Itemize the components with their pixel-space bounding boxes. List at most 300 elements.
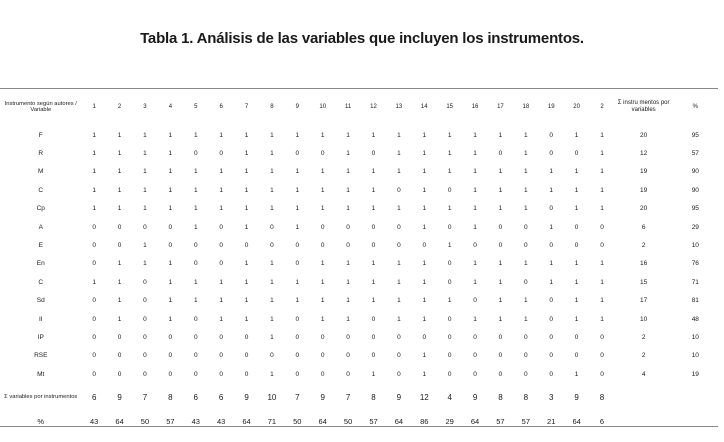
corner-header: Instrumento según autores / Variable	[4, 100, 77, 113]
table-cell: 0	[447, 333, 452, 341]
table-cell: 1	[295, 186, 300, 194]
table-cell: 0	[320, 352, 325, 360]
table-cell: 1	[371, 186, 376, 194]
table-cell: 1	[168, 278, 173, 286]
table-cell: 1	[219, 168, 223, 176]
pct-cell: 43	[216, 416, 226, 426]
row-pct: 10	[691, 242, 699, 250]
table-row	[0, 273, 718, 291]
table-cell: 0	[92, 315, 96, 323]
column-header: 10	[319, 103, 327, 110]
table-cell: 1	[498, 168, 503, 176]
table-cell: 1	[143, 260, 147, 268]
sum-cell: 8	[523, 392, 529, 402]
table-cell: 1	[244, 260, 249, 268]
row-pct: 19	[691, 370, 699, 378]
table-cell: 0	[244, 242, 249, 250]
row-pct: 95	[691, 131, 699, 139]
table-cell: 0	[549, 205, 554, 213]
table-cell: 1	[168, 186, 173, 194]
table-cell: 0	[473, 370, 477, 378]
table-cell: 1	[447, 150, 452, 158]
table-cell: 0	[295, 352, 300, 360]
table-cell: 0	[473, 352, 477, 360]
column-header: 16	[471, 103, 479, 110]
table-cell: 1	[117, 186, 122, 194]
table-cell: 0	[600, 242, 604, 250]
column-header: 14	[420, 103, 428, 110]
table-cell: 0	[447, 352, 452, 360]
column-header: 5	[194, 103, 198, 110]
pct-cell: 64	[115, 416, 124, 426]
table-cell: 1	[371, 370, 376, 378]
table-cell: 0	[219, 333, 223, 341]
table-cell: 0	[320, 242, 325, 250]
table-cell: 1	[320, 260, 325, 268]
column-header: 2	[600, 103, 604, 110]
column-header: 4	[168, 103, 173, 110]
table-cell: 1	[92, 186, 96, 194]
pct-column-header: %	[692, 103, 698, 110]
row-label: II	[38, 315, 43, 323]
column-header: 19	[547, 103, 555, 110]
sum-cell: 9	[396, 392, 402, 402]
row-label: Mt	[37, 370, 45, 378]
row-pct: 81	[691, 297, 699, 305]
table-cell: 1	[270, 186, 274, 194]
table-cell: 1	[574, 186, 579, 194]
table-cell: 0	[193, 260, 198, 268]
table-cell: 0	[92, 297, 96, 305]
table-cell: 1	[422, 297, 427, 305]
table-cell: 0	[371, 315, 376, 323]
table-cell: 1	[244, 205, 249, 213]
table-cell: 0	[295, 370, 300, 378]
column-header: 7	[244, 103, 249, 110]
table-cell: 0	[320, 333, 325, 341]
table-cell: 1	[168, 315, 173, 323]
table-row	[0, 144, 718, 162]
table-cell: 0	[498, 223, 503, 231]
table-cell: 1	[143, 186, 147, 194]
table-cell: 1	[397, 260, 401, 268]
table-cell: 0	[524, 242, 528, 250]
table-cell: 0	[219, 352, 223, 360]
table-cell: 1	[270, 205, 274, 213]
table-cell: 1	[447, 131, 452, 139]
pct-cell: 64	[572, 416, 581, 426]
sum-cell: 9	[320, 392, 325, 402]
table-cell: 1	[193, 131, 198, 139]
table-cell: 0	[168, 370, 173, 378]
table-cell: 1	[270, 333, 274, 341]
table-cell: 0	[397, 242, 401, 250]
table-cell: 0	[219, 370, 223, 378]
table-cell: 1	[447, 242, 452, 250]
table-cell: 1	[498, 186, 503, 194]
sum-cell: 6	[193, 392, 198, 402]
table-row	[0, 292, 718, 310]
table-cell: 0	[549, 333, 554, 341]
table-cell: 0	[117, 223, 122, 231]
table-cell: 1	[295, 205, 300, 213]
table-cell: 1	[244, 297, 249, 305]
pct-cell: 57	[166, 416, 175, 426]
table-cell: 1	[574, 370, 579, 378]
sum-cell: 8	[168, 392, 173, 402]
table-cell: 1	[168, 131, 173, 139]
pct-cell: 50	[140, 416, 150, 426]
sum-cell: 7	[142, 392, 148, 402]
table-cell: 0	[143, 223, 147, 231]
table-cell: 0	[320, 223, 325, 231]
table-cell: 0	[422, 333, 427, 341]
table-cell: 1	[574, 315, 579, 323]
table-cell: 1	[168, 260, 173, 268]
sum-column-header: Σ instru mentos por variables	[617, 100, 670, 113]
row-label: Cp	[36, 205, 45, 213]
column-header: 8	[270, 103, 274, 110]
table-cell: 1	[473, 205, 477, 213]
table-cell: 1	[600, 260, 604, 268]
table-cell: 0	[143, 333, 147, 341]
table-row	[0, 255, 718, 273]
table-cell: 1	[219, 315, 223, 323]
table-cell: 1	[524, 168, 528, 176]
table-cell: 1	[371, 205, 376, 213]
table-cell: 0	[117, 370, 122, 378]
table-cell: 1	[422, 223, 427, 231]
row-sum: 6	[641, 223, 646, 231]
column-header: 11	[344, 103, 352, 110]
table-cell: 1	[193, 186, 198, 194]
table-cell: 1	[574, 131, 579, 139]
table-cell: 0	[574, 150, 579, 158]
table-cell: 1	[168, 205, 173, 213]
table-cell: 1	[600, 297, 604, 305]
table-row	[0, 200, 718, 218]
table-cell: 1	[295, 223, 300, 231]
table-cell: 0	[600, 223, 604, 231]
table-cell: 0	[473, 333, 477, 341]
table-cell: 1	[574, 297, 579, 305]
table-cell: 1	[92, 205, 96, 213]
table-cell: 1	[473, 223, 477, 231]
table-cell: 1	[346, 186, 350, 194]
table-cell: 1	[143, 168, 147, 176]
sum-cell: 9	[117, 392, 122, 402]
table-cell: 0	[168, 352, 173, 360]
table-cell: 1	[574, 278, 579, 286]
table-cell: 0	[447, 223, 452, 231]
pct-cell: 21	[547, 416, 556, 426]
table-cell: 1	[397, 278, 401, 286]
table-cell: 0	[447, 370, 452, 378]
table-cell: 1	[117, 278, 122, 286]
table-cell: 0	[371, 333, 376, 341]
row-label: RSE	[34, 352, 48, 360]
row-label: F	[38, 131, 43, 139]
table-cell: 1	[447, 297, 452, 305]
table-cell: 1	[397, 150, 401, 158]
table-container	[0, 88, 718, 431]
table-cell: 0	[346, 242, 350, 250]
table-cell: 1	[219, 297, 223, 305]
pct-cell: 64	[394, 416, 404, 426]
pct-cell: 64	[470, 416, 480, 426]
table-cell: 0	[473, 242, 477, 250]
table-cell: 1	[397, 131, 401, 139]
table-cell: 1	[371, 168, 376, 176]
table-cell: 0	[498, 333, 503, 341]
pct-row-empty	[673, 411, 718, 431]
table-cell: 0	[447, 278, 452, 286]
row-label: M	[38, 168, 44, 176]
table-cell: 0	[320, 150, 325, 158]
table-cell: 0	[574, 352, 579, 360]
table-cell: 1	[346, 260, 350, 268]
column-header: 12	[370, 103, 377, 110]
pct-row	[0, 411, 718, 431]
table-cell: 1	[193, 205, 198, 213]
table-cell: 1	[295, 297, 300, 305]
table-cell: 1	[397, 315, 401, 323]
table-bottom-rule	[0, 426, 718, 427]
sum-row-empty	[673, 383, 718, 411]
table-cell: 0	[143, 315, 147, 323]
table-row	[0, 347, 718, 365]
row-sum: 2	[641, 242, 646, 250]
table-row	[0, 328, 718, 346]
table-cell: 1	[397, 205, 401, 213]
table-cell: 0	[524, 352, 528, 360]
table-cell: 1	[600, 315, 604, 323]
table-cell: 1	[524, 260, 528, 268]
table-cell: 0	[92, 223, 96, 231]
sum-cell: 6	[91, 392, 97, 402]
row-sum: 12	[640, 150, 648, 158]
column-header: 6	[219, 103, 223, 110]
table-cell: 0	[397, 186, 401, 194]
row-pct: 71	[691, 278, 699, 286]
table-cell: 1	[473, 260, 477, 268]
sum-cell: 3	[549, 392, 554, 402]
table-cell: 1	[422, 352, 427, 360]
sum-cell: 8	[498, 392, 503, 402]
table-cell: 0	[143, 352, 147, 360]
table-cell: 1	[168, 297, 173, 305]
pct-cell: 64	[242, 416, 251, 426]
table-cell: 1	[193, 223, 198, 231]
table-cell: 1	[270, 260, 274, 268]
table-cell: 1	[549, 260, 554, 268]
table-cell: 0	[397, 223, 401, 231]
table-cell: 0	[574, 333, 579, 341]
table-cell: 0	[397, 352, 401, 360]
table-cell: 1	[219, 186, 223, 194]
table-cell: 1	[498, 131, 503, 139]
table-cell: 1	[473, 278, 477, 286]
row-pct: 10	[691, 352, 699, 360]
variables-table	[0, 88, 718, 431]
sum-cell: 12	[419, 392, 429, 402]
table-cell: 1	[371, 131, 376, 139]
column-header: 15	[446, 103, 453, 110]
table-cell: 1	[270, 370, 274, 378]
table-cell: 0	[92, 352, 96, 360]
table-cell: 0	[549, 370, 554, 378]
table-cell: 0	[346, 352, 350, 360]
table-cell: 1	[574, 168, 579, 176]
table-cell: 1	[600, 150, 604, 158]
pct-cell: 57	[369, 416, 378, 426]
table-cell: 1	[117, 150, 122, 158]
table-cell: 1	[92, 168, 96, 176]
pct-cell: 86	[420, 416, 429, 426]
table-cell: 1	[295, 168, 300, 176]
table-cell: 1	[346, 278, 350, 286]
table-cell: 1	[600, 131, 604, 139]
table-cell: 0	[600, 370, 604, 378]
table-cell: 0	[270, 352, 274, 360]
table-row	[0, 126, 718, 144]
sum-cell: 8	[599, 392, 605, 402]
table-cell: 0	[270, 242, 274, 250]
table-cell: 0	[498, 370, 503, 378]
pct-cell: 57	[496, 416, 505, 426]
pct-cell: 57	[521, 416, 530, 426]
sum-cell: 9	[472, 392, 478, 402]
table-cell: 1	[498, 297, 503, 305]
table-cell: 1	[524, 205, 528, 213]
table-cell: 0	[498, 352, 503, 360]
pct-cell: 50	[343, 416, 353, 426]
table-cell: 1	[346, 297, 350, 305]
table-cell: 1	[92, 150, 96, 158]
table-cell: 0	[168, 223, 173, 231]
table-cell: 1	[219, 278, 223, 286]
sum-cell: 6	[218, 392, 224, 402]
table-cell: 0	[193, 352, 198, 360]
sum-cell: 7	[295, 392, 300, 402]
pct-cell: 50	[293, 416, 302, 426]
column-header: 1	[92, 103, 96, 110]
table-cell: 0	[193, 370, 198, 378]
table-cell: 0	[193, 333, 198, 341]
row-pct: 10	[691, 333, 699, 341]
row-sum: 4	[641, 370, 646, 378]
table-cell: 0	[295, 315, 300, 323]
table-row	[0, 365, 718, 383]
row-pct: 95	[691, 205, 699, 213]
table-cell: 1	[270, 278, 274, 286]
pct-cell: 71	[267, 416, 277, 426]
table-cell: 0	[295, 260, 300, 268]
row-sum: 2	[641, 333, 646, 341]
table-cell: 1	[473, 131, 477, 139]
table-cell: 1	[295, 278, 300, 286]
table-cell: 1	[244, 278, 249, 286]
table-cell: 0	[168, 333, 173, 341]
table-cell: 1	[117, 168, 122, 176]
table-row	[0, 218, 718, 236]
table-cell: 1	[117, 131, 122, 139]
row-label: R	[38, 150, 44, 158]
table-cell: 1	[346, 131, 350, 139]
table-cell: 0	[295, 150, 300, 158]
table-cell: 0	[117, 352, 122, 360]
row-pct: 48	[691, 315, 699, 323]
table-cell: 1	[143, 131, 147, 139]
table-cell: 0	[549, 297, 554, 305]
table-cell: 0	[574, 242, 579, 250]
table-cell: 1	[574, 260, 579, 268]
table-cell: 0	[498, 242, 503, 250]
sum-cell: 4	[447, 392, 452, 402]
table-cell: 0	[117, 242, 122, 250]
sum-row-label: Σ variables por instrumentos	[4, 394, 78, 401]
table-cell: 1	[549, 186, 554, 194]
table-cell: 1	[498, 260, 503, 268]
table-cell: 1	[270, 315, 274, 323]
table-cell: 1	[549, 168, 554, 176]
row-label: IP	[37, 333, 44, 341]
row-pct: 57	[691, 150, 699, 158]
table-cell: 0	[397, 370, 401, 378]
table-cell: 0	[524, 223, 528, 231]
table-cell: 1	[447, 168, 452, 176]
table-cell: 0	[193, 242, 198, 250]
table-cell: 1	[244, 186, 249, 194]
table-cell: 1	[473, 186, 477, 194]
table-cell: 0	[371, 352, 376, 360]
table-cell: 1	[524, 297, 528, 305]
table-cell: 0	[193, 315, 198, 323]
table-cell: 0	[295, 242, 300, 250]
table-cell: 0	[320, 370, 325, 378]
table-cell: 1	[524, 315, 528, 323]
table-cell: 1	[473, 150, 477, 158]
table-cell: 1	[346, 168, 350, 176]
table-cell: 0	[549, 315, 554, 323]
table-cell: 0	[549, 150, 554, 158]
table-row	[0, 310, 718, 328]
table-cell: 1	[320, 297, 325, 305]
table-cell: 1	[168, 168, 173, 176]
table-cell: 1	[117, 205, 122, 213]
table-cell: 0	[143, 278, 147, 286]
table-cell: 1	[473, 315, 477, 323]
table-cell: 1	[244, 168, 249, 176]
table-cell: 1	[600, 186, 604, 194]
column-header: 20	[573, 103, 580, 110]
table-cell: 1	[473, 168, 477, 176]
table-row	[0, 163, 718, 181]
table-cell: 1	[422, 168, 427, 176]
table-cell: 0	[143, 297, 147, 305]
table-cell: 1	[320, 278, 325, 286]
table-cell: 0	[371, 223, 376, 231]
table-cell: 1	[371, 278, 376, 286]
table-cell: 0	[371, 242, 376, 250]
row-sum: 10	[640, 315, 648, 323]
table-cell: 1	[600, 205, 604, 213]
table-cell: 1	[320, 205, 325, 213]
column-header: 13	[395, 103, 403, 110]
column-header: 17	[497, 103, 504, 110]
sum-cell: 9	[244, 392, 249, 402]
table-cell: 1	[244, 150, 249, 158]
